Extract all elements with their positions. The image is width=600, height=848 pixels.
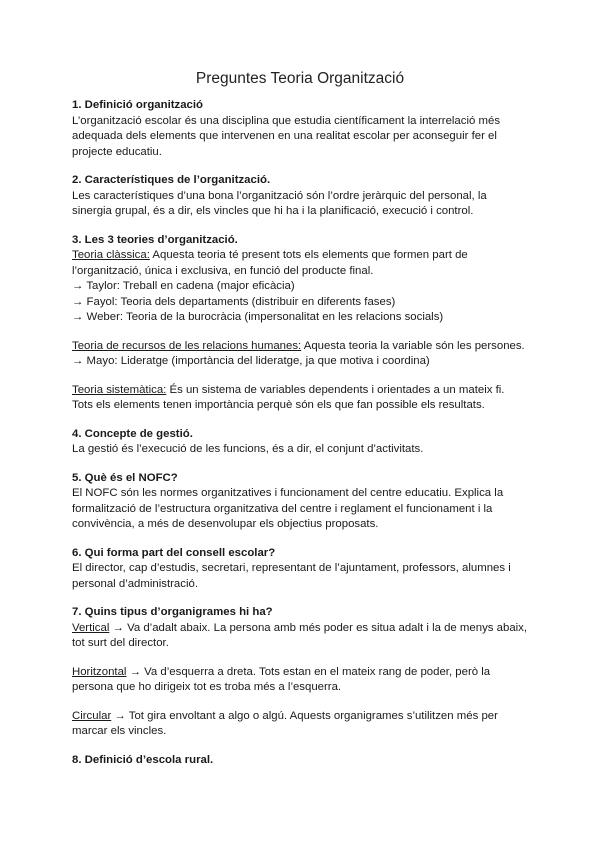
org-vertical — [72, 621, 528, 652]
term-text: Aquesta teoria té present tots els elements que formen part de l’organització, única i exclusiva, en funció del producte final. — [72, 249, 468, 277]
term: Horitzontal — [72, 665, 127, 678]
list-item: → Fayol: Teoria dels departaments (distribuir en diferents fases) — [72, 295, 396, 308]
section-text: L’organització escolar és una disciplina que estudia científicament la interrelació més adequada dels elements que intervenen en una realitat escolar per aconseguir fer el projecte educatiu. — [72, 114, 501, 158]
theory-classic — [72, 248, 528, 279]
section-4 — [72, 427, 528, 458]
section-heading: 6. Qui forma part del consell escolar? — [72, 546, 276, 559]
section-8 — [72, 753, 528, 769]
list-item: → Taylor: Treball en cadena (major eficàcia) — [72, 280, 295, 292]
section-7 — [72, 605, 528, 740]
section-heading: 1. Definició organització — [72, 99, 204, 111]
term-text: → Tot gira envoltant a algo o algú. Aquests organigrames s’utilitzen més per marcar els vincles. — [72, 709, 498, 737]
section-heading: 8. Definició d’escola rural. — [72, 753, 214, 766]
section-heading: 2. Característiques de l’organització. — [72, 174, 271, 186]
theory-human-relations — [72, 339, 528, 355]
term-text: És un sistema de variables dependents i orientades a un mateix fi. Tots els elements tenen importància perquè són els que fan possible els resultats. — [72, 383, 505, 411]
section-1 — [72, 98, 528, 160]
section-2 — [72, 173, 528, 220]
section-6 — [72, 546, 528, 593]
term: Teoria de recursos de les relacions humanes: — [72, 339, 302, 352]
term: Vertical — [72, 621, 110, 634]
term: Circular — [72, 709, 112, 722]
theory-systematic — [72, 383, 528, 414]
section-heading: 4. Concepte de gestió. — [72, 427, 193, 440]
list-item: → Mayo: Lideratge (importància del lideratge, ja que motiva i coordina) — [72, 355, 430, 367]
document-title: Preguntes Teoria Organització — [195, 70, 405, 87]
org-horizontal — [72, 665, 528, 696]
term-text: → Va d’esquerra a dreta. Tots estan en el mateix rang de poder, però la persona que ho dirigeix tot es troba més a l’esquerra. — [72, 665, 491, 693]
term: Teoria sistemàtica: — [72, 383, 167, 396]
section-text: El NOFC són les normes organitzatives i funcionament del centre educatiu. Explica la formalització de l’estructura organitzativa del centre i reglament el funcionament i la convivència, a més de desenvolupar els objectius proposats. — [72, 487, 504, 530]
term-text: → Va d’adalt abaix. La persona amb més poder es situa adalt i la de menys abaix, tot surt del director. — [72, 621, 528, 649]
term-text: Aquesta teoria la variable són les persones. — [301, 339, 525, 352]
term: Teoria clàssica: — [72, 249, 150, 261]
section-heading: 3. Les 3 teories d’organització. — [72, 233, 238, 246]
section-heading: 5. Què és el NOFC? — [72, 471, 178, 484]
section-heading: 7. Quins tipus d’organigrames hi ha? — [72, 606, 273, 618]
section-text: Les característiques d’una bona l’organització són l’ordre jeràrquic del personal, la sinergia grupal, és a dir, els vincles que hi ha i la planificació, execució i control. — [72, 189, 487, 217]
section-text: El director, cap d’estudis, secretari, representant de l’ajuntament, professors, alumnes i personal d’administració. — [72, 562, 511, 590]
section-3 — [72, 233, 528, 414]
list-item: → Weber: Teoria de la burocràcia (impersonalitat en les relacions socials) — [72, 311, 444, 323]
section-5 — [72, 471, 528, 533]
section-text: La gestió és l’execució de les funcions, és a dir, el conjunt d’activitats. — [72, 443, 424, 455]
org-circular — [72, 709, 528, 740]
